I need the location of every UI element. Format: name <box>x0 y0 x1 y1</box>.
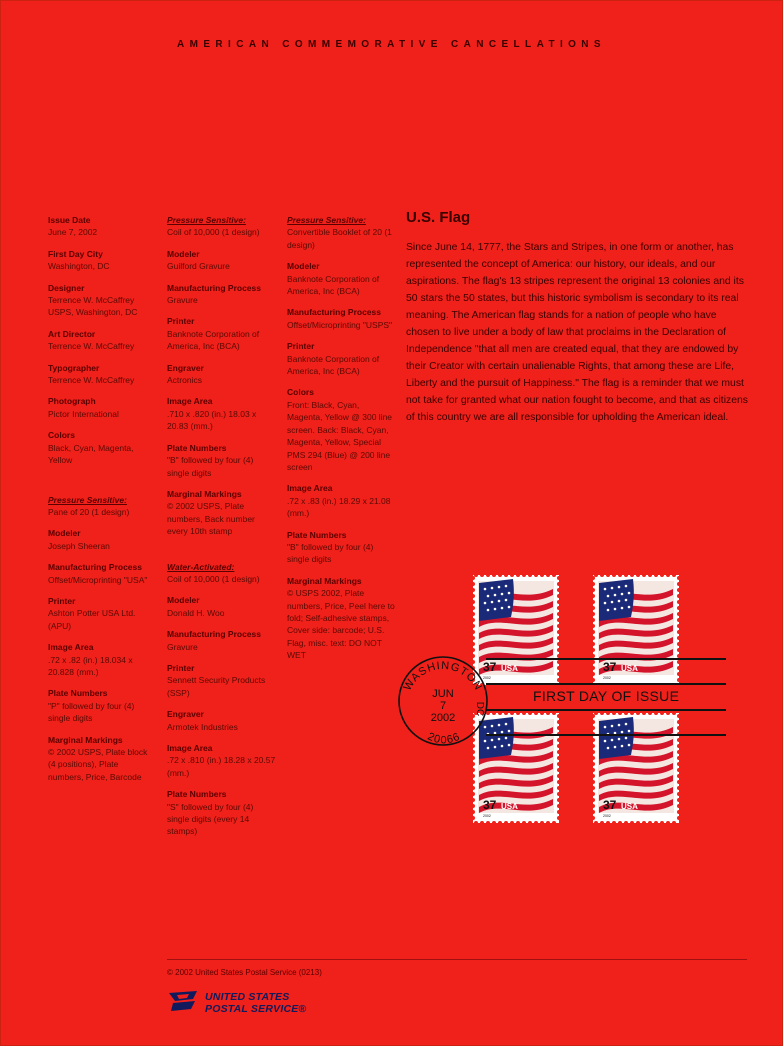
section-heading: Pressure Sensitive: <box>287 215 366 225</box>
stamp-year: 2002 <box>483 814 491 818</box>
section-value: Pane of 20 (1 design) <box>48 506 130 517</box>
spec-label: Issue Date <box>48 215 91 225</box>
spec-value: © 2002 USPS, Plate block (4 positions), Plate numbers, Price, Barcode <box>48 747 148 782</box>
spec-label: Image Area <box>167 396 213 407</box>
spec-value: Gravure <box>167 641 198 652</box>
spec-value: Gravure <box>167 295 198 306</box>
spec-label: Manufacturing Process <box>167 282 261 293</box>
spec-item <box>48 641 156 678</box>
spec-item <box>167 395 277 432</box>
spec-label: Manufacturing Process <box>287 307 381 318</box>
section-value: Coil of 10,000 (1 design) <box>167 573 260 584</box>
article-title: U.S. Flag <box>406 209 471 226</box>
spec-label: Plate Numbers <box>48 688 108 699</box>
spec-item <box>167 315 277 352</box>
spec-item <box>48 248 156 273</box>
spec-label: Typographer <box>48 362 100 373</box>
spec-label: Image Area <box>48 642 94 653</box>
spec-value: Terrence W. McCaffrey <box>48 341 135 352</box>
spec-value: Terrence W. McCaffrey USPS, Washington, DC <box>48 295 138 318</box>
spec-value: Banknote Corporation of America, Inc (BCA) <box>167 328 260 352</box>
section-value: Coil of 10,000 (1 design) <box>167 227 260 238</box>
spec-label: Printer <box>48 595 76 606</box>
spec-item <box>167 628 277 653</box>
spec-label: Printer <box>167 662 195 673</box>
stamp-denomination: 37 <box>603 660 617 674</box>
spec-value: Washington, DC <box>48 261 110 272</box>
spec-label: Image Area <box>287 483 333 494</box>
spec-item <box>48 527 156 552</box>
spec-value: "S" followed by four (4) single digits (every 14 stamps) <box>167 801 254 837</box>
spec-item <box>167 594 277 619</box>
spec-value: Front: Black, Cyan, Magenta, Yellow @ 300 line screen. Back: Black, Cyan, Magenta, Yellow, Special PMS 294 (Blue) @ 200 line screen <box>287 399 393 472</box>
spec-value: Banknote Corporation of America, Inc (BCA) <box>287 273 380 297</box>
spec-item <box>167 442 277 479</box>
spec-value: Terrence W. McCaffrey <box>48 375 135 386</box>
stamp-year: 2002 <box>603 676 611 680</box>
spec-value: Banknote Corporation of America, Inc (BCA) <box>287 353 380 377</box>
spec-item <box>48 328 156 353</box>
spec-item <box>48 429 156 466</box>
spec-label: Art Director <box>48 328 96 339</box>
first-day-of-issue: FIRST DAY OF ISSUE <box>533 688 680 704</box>
section-heading: Pressure Sensitive: <box>167 215 246 225</box>
cancel-line <box>486 658 726 660</box>
eagle-logo-icon <box>167 989 201 1015</box>
specs-column-1 <box>48 214 156 792</box>
spec-label: Marginal Markings <box>48 734 123 745</box>
postmark-day: 7 <box>439 700 447 712</box>
logo-line-2: POSTAL SERVICE® <box>205 1003 307 1015</box>
spec-label: Image Area <box>167 743 213 753</box>
spec-value: Offset/Microprinting "USPS" <box>287 319 393 330</box>
spec-item <box>48 561 156 586</box>
spec-value: Guilford Gravure <box>167 261 230 272</box>
spec-value: Sennett Security Products (SSP) <box>167 675 266 698</box>
stamp-country: USA <box>501 802 518 811</box>
spec-value: "P" followed by four (4) single digits <box>48 700 135 724</box>
spec-item <box>48 687 156 724</box>
spec-label: Marginal Markings <box>287 575 362 586</box>
spec-item <box>167 282 277 307</box>
spec-item <box>287 340 395 377</box>
spec-item <box>287 482 395 519</box>
copyright: © 2002 United States Postal Service (0213) <box>167 968 322 977</box>
spec-item <box>287 260 395 297</box>
spec-item <box>48 214 156 239</box>
spec-label: Manufacturing Process <box>48 562 142 573</box>
spec-value: .72 x .810 (in.) 18.28 x 20.57 (mm.) <box>167 755 276 778</box>
spec-label: Engraver <box>167 709 204 720</box>
spec-value: "B" followed by four (4) single digits <box>287 541 374 565</box>
postmark-cancel <box>393 651 493 751</box>
page-header: AMERICAN COMMEMORATIVE CANCELLATIONS <box>176 39 607 50</box>
spec-value: © 2002 USPS, Plate numbers, Back number every 10th stamp <box>167 501 255 537</box>
spec-label: Colors <box>48 430 75 441</box>
flag-stamp <box>593 713 679 823</box>
stamp-year: 2002 <box>603 814 611 818</box>
spec-value: Joseph Sheeran <box>48 540 110 551</box>
stamp-denomination: 37 <box>483 660 497 674</box>
spec-item <box>48 734 156 784</box>
spec-value: Ashton Potter USA Ltd. (APU) <box>48 608 136 631</box>
spec-label: Marginal Markings <box>167 488 242 499</box>
stamp-denomination: 37 <box>603 798 617 812</box>
spec-value: Actronics <box>167 375 202 386</box>
spec-value: "B" followed by four (4) single digits <box>167 455 254 478</box>
spec-label: Designer <box>48 282 85 293</box>
spec-label: Printer <box>287 341 315 352</box>
postmark-zip: 20066 <box>425 730 463 747</box>
spec-item <box>167 488 277 538</box>
cancel-line <box>486 734 726 736</box>
spec-label: Colors <box>287 387 314 398</box>
spec-label: Modeler <box>48 528 81 539</box>
stamp-denomination: 37 <box>483 798 497 812</box>
spec-item <box>48 282 156 319</box>
stamp-country: USA <box>621 664 638 673</box>
spec-label: Manufacturing Process <box>167 629 261 640</box>
spec-item <box>48 362 156 387</box>
spec-value: Pictor International <box>48 408 119 419</box>
spec-label: Printer <box>167 316 195 327</box>
spec-item <box>287 575 395 662</box>
postmark-year: 2002 <box>430 712 456 724</box>
footer-divider <box>167 959 747 960</box>
flag-stamp <box>593 575 679 685</box>
usps-logo <box>167 989 367 1023</box>
spec-value: Donald H. Woo <box>167 607 225 618</box>
spec-value: June 7, 2002 <box>48 227 98 238</box>
spec-value: .72 x .83 (in.) 18.29 x 21.08 (mm.) <box>287 495 391 519</box>
spec-value: .72 x .82 (in.) 18.034 x 20.828 (mm.) <box>48 654 133 677</box>
section-value: Convertible Booklet of 20 (1 design) <box>287 227 392 250</box>
spec-item <box>287 529 395 566</box>
spec-label: Modeler <box>167 595 200 606</box>
spec-label: Engraver <box>167 362 204 373</box>
spec-value: Armotek Industries <box>167 721 238 732</box>
specs-column-3 <box>287 214 395 671</box>
spec-value: © USPS 2002, Plate numbers, Price, Peel here to fold; Self-adhesive stamps, Cover side: barcode; U.S. Flag, misc. text: DO NOT WET <box>287 588 395 661</box>
spec-item <box>167 662 277 699</box>
spec-value: Offset/Microprinting "USA" <box>48 574 148 585</box>
spec-item <box>167 788 277 838</box>
spec-label: Photograph <box>48 396 96 407</box>
spec-value: .710 x .820 (in.) 18.03 x 20.83 (mm.) <box>167 408 257 432</box>
spec-item <box>167 248 277 273</box>
spec-item <box>167 708 277 733</box>
spec-item <box>48 395 156 420</box>
spec-item <box>287 386 395 473</box>
spec-label: Modeler <box>167 248 200 259</box>
stamp-country: USA <box>621 802 638 811</box>
spec-item <box>287 306 395 331</box>
spec-label: Plate Numbers <box>167 442 227 453</box>
spec-item <box>167 742 277 779</box>
spec-label: Plate Numbers <box>167 789 227 800</box>
postmark-city: WASHINGTON <box>401 659 485 693</box>
postmark-month: JUN <box>432 688 454 700</box>
spec-label: First Day City <box>48 248 103 259</box>
spec-item <box>48 595 156 632</box>
article-body: Since June 14, 1777, the Stars and Stripes, in one form or another, has represented the concept of America: our history, our ideals, and our aspirations. The flag's 13 stripes represent the original 13 colonies and its 50 stars the 50 states, but this historic symbolism is secondary to its real meaning. The American flag stands for a nation of people who have chosen to live under a body of law that proclaims in the Declaration of Independence "that all men are created equal, that they are endowed by their Creator with certain unalienable Rights, that among these are Life, Liberty and the pursuit of Happiness." The flag is a reminder that we must not take for granted what our nation fought to become, and that as citizens of this country we are all responsible for upholding the American ideal. <box>406 242 748 423</box>
section-heading: Pressure Sensitive: <box>48 494 127 505</box>
logo-line-1: UNITED STATES <box>205 991 290 1003</box>
spec-item <box>167 362 277 387</box>
stamp-year: 2002 <box>483 676 491 680</box>
spec-label: Modeler <box>287 261 320 272</box>
cancel-line <box>486 709 726 711</box>
cancel-line <box>486 683 726 685</box>
spec-value: Black, Cyan, Magenta, Yellow <box>48 442 134 466</box>
section-heading: Water-Activated: <box>167 561 235 572</box>
postmark-state: DC <box>474 701 485 717</box>
specs-column-2 <box>167 214 277 847</box>
stamp-country: USA <box>501 664 518 673</box>
spec-label: Plate Numbers <box>287 529 347 540</box>
